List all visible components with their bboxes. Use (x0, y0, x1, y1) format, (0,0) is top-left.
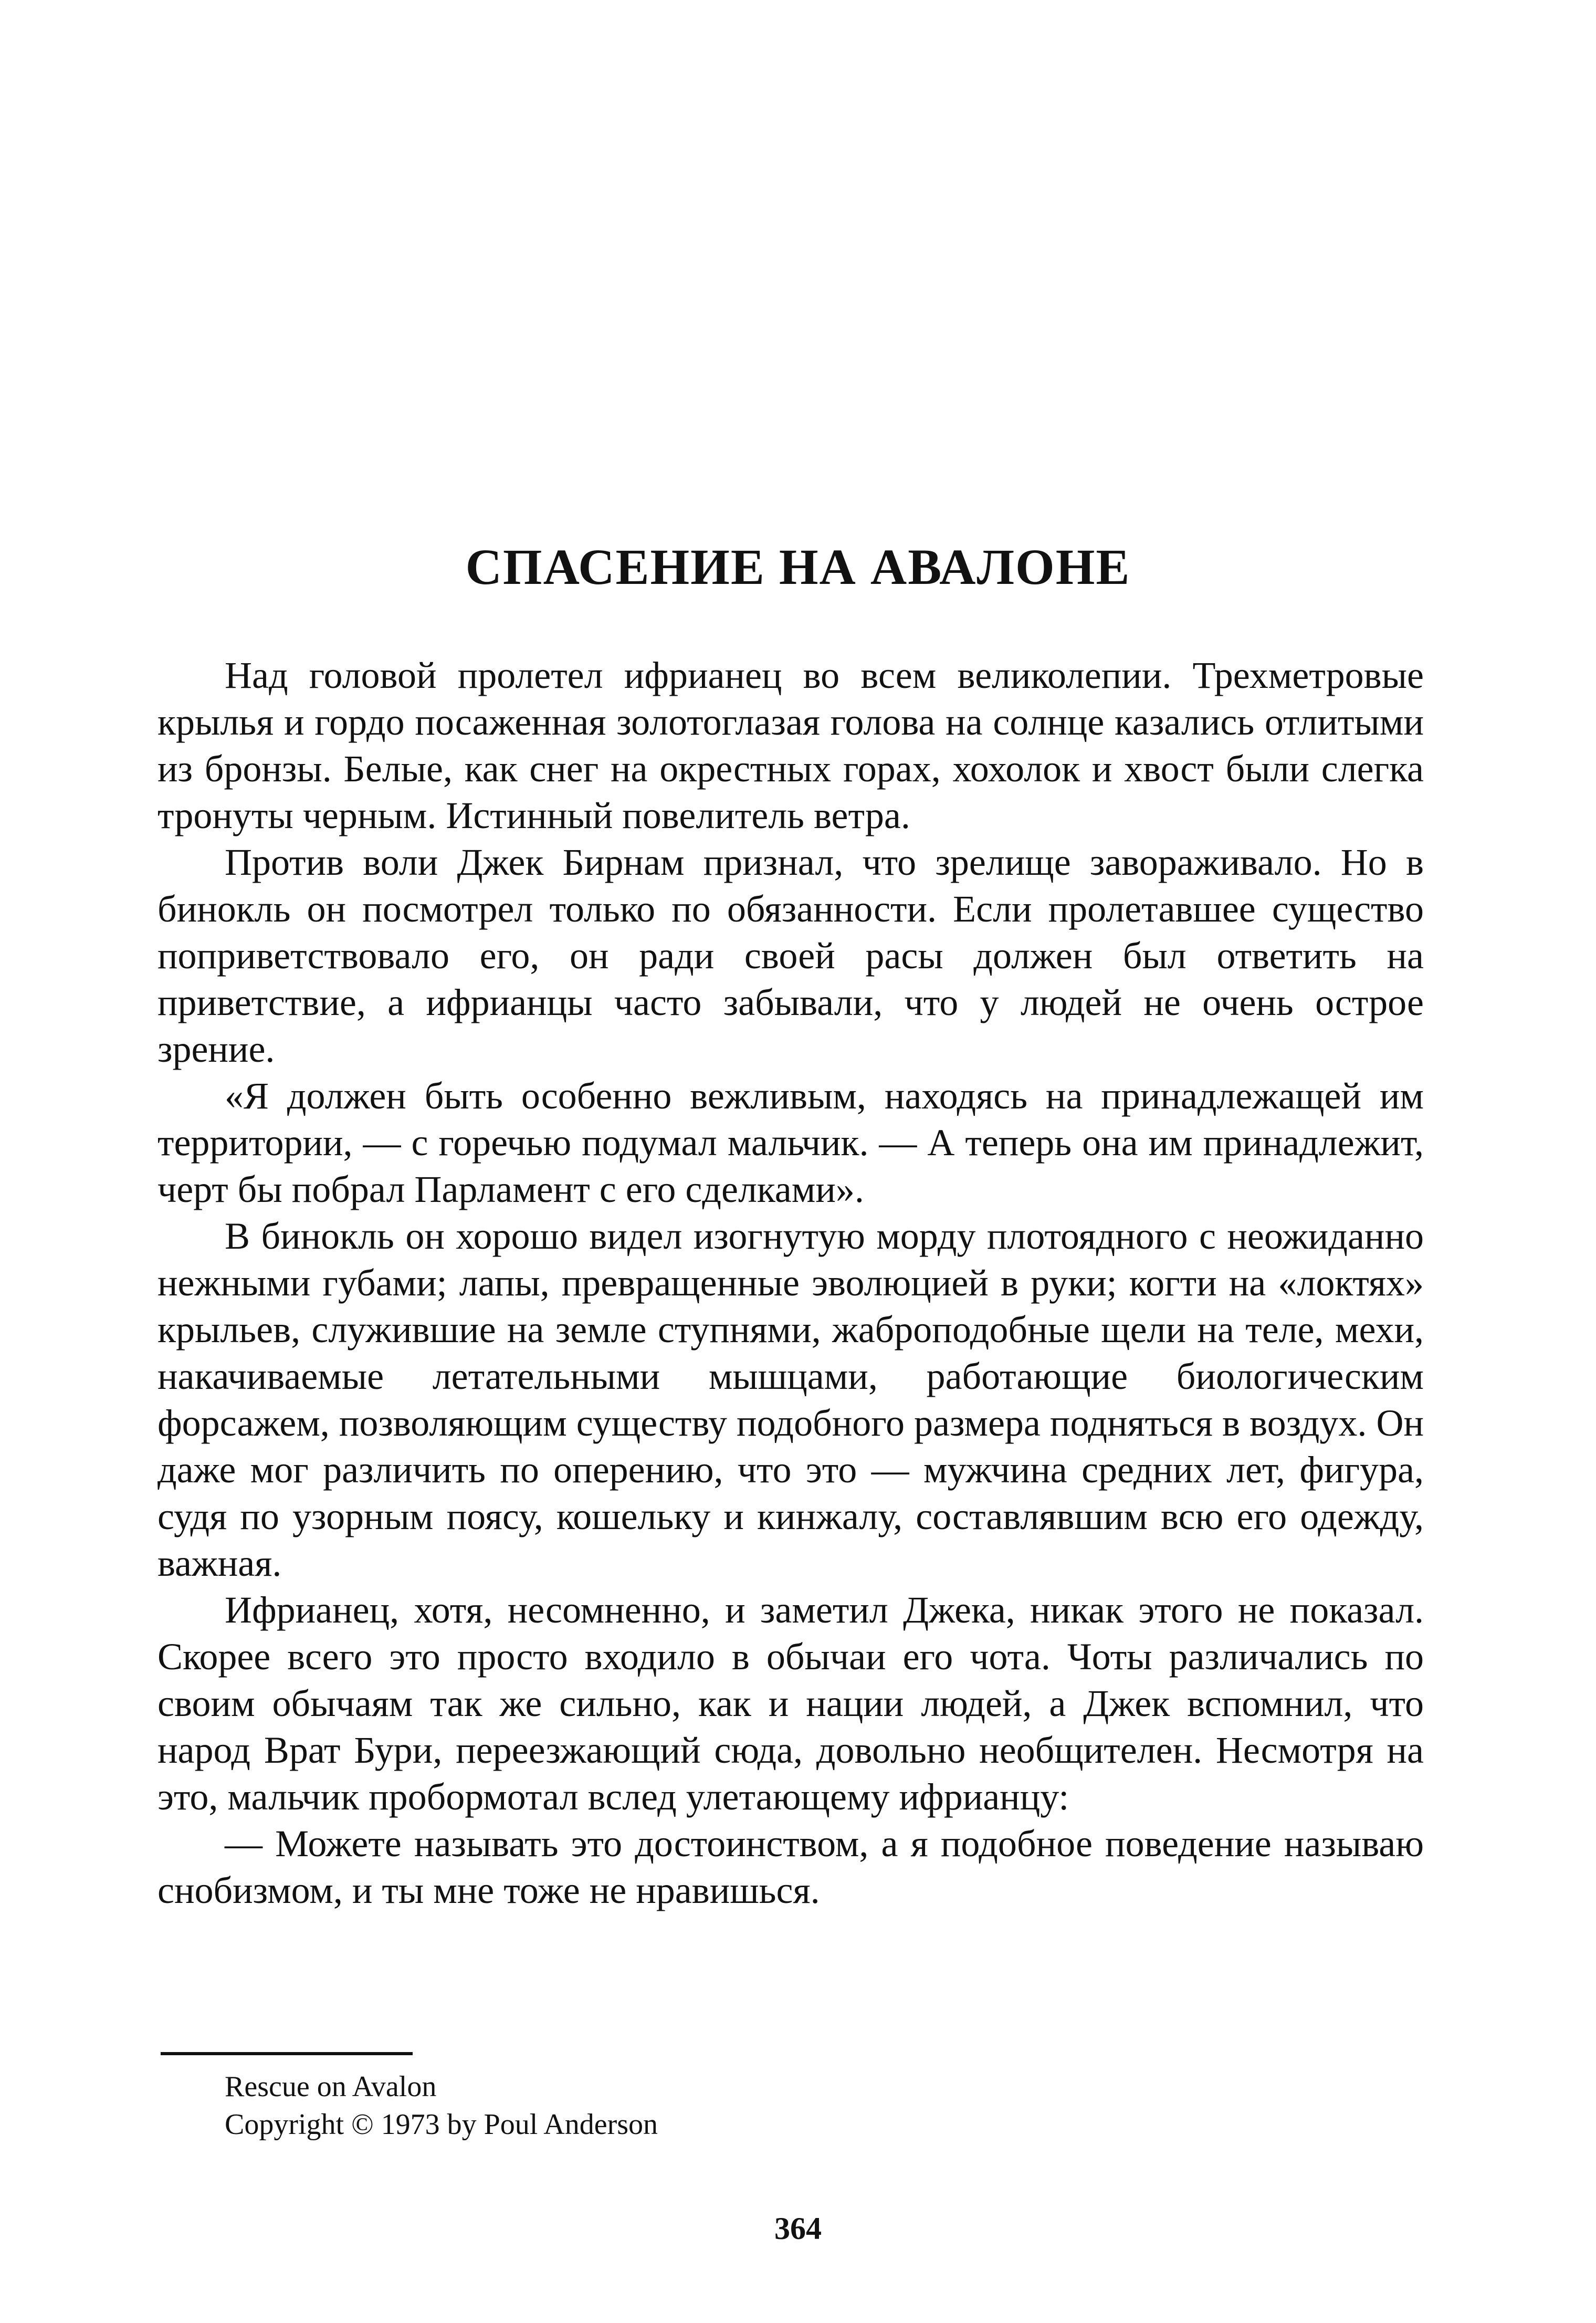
footnote (225, 2068, 658, 2143)
paragraph: В бинокль он хорошо видел изогнутую морду плотоядного с неожиданно нежными губами; лапы, превращенные эволюцией в руки; когти на «локтях» крыльев, служившие на земле ступнями, жаброподобные щели на теле, мехи, накачиваемые летательными мышцами, работающие биологическим форсажем, позволяющим существу подобного размера подняться в воздух. Он даже мог различить по оперению, что это — мужчина средних лет, фигура, судя по узорным поясу, кошельку и кинжалу, составлявшим всю его одежду, важная. (158, 1215, 1424, 1584)
story-title: СПАСЕНИЕ НА АВАЛОНЕ (465, 539, 1131, 595)
copyright-notice: Copyright © 1973 by Poul Anderson (225, 2108, 658, 2141)
paragraph: Над головой пролетел ифрианец во всем великолепии. Трехметровые крылья и гордо посаженная золотоглазая голова на солнце казались отлитыми из бронзы. Белые, как снег на окрестных горах, хохолок и хвост были слегка тронуты черным. Истинный повелитель ветра. (158, 654, 1424, 836)
original-title: Rescue on Avalon (225, 2070, 437, 2103)
paragraph: «Я должен быть особенно вежливым, находясь на принадлежащей им территории, — с горечью подумал мальчик. — А теперь она им принадлежит, черт бы побрал Парламент с его сделками». (158, 1075, 1424, 1210)
paragraph: Против воли Джек Бирнам признал, что зрелище завораживало. Но в бинокль он посмотрел только по обязанности. Если пролетавшее существо поприветствовало его, он ради своей расы должен был ответить на приветствие, а ифрианцы часто забывали, что у людей не очень острое зрение. (158, 841, 1424, 1070)
paragraph: — Можете называть это достоинством, а я подобное поведение называю снобизмом, и ты мне тоже не нравишься. (158, 1823, 1424, 1911)
paragraph: Ифрианец, хотя, несомненно, и заметил Джека, никак этого не показал. Скорее всего это просто входило в обычаи его чота. Чоты различались по своим обычаям так же сильно, как и нации людей, а Джек вспомнил, что народ Врат Бури, переезжающий сюда, довольно необщителен. Несмотря на это, мальчик пробормотал вслед улетающему ифрианцу: (158, 1589, 1424, 1818)
page-number: 364 (774, 2211, 822, 2246)
footnote-divider (161, 2052, 413, 2055)
story-body (158, 652, 1424, 1914)
